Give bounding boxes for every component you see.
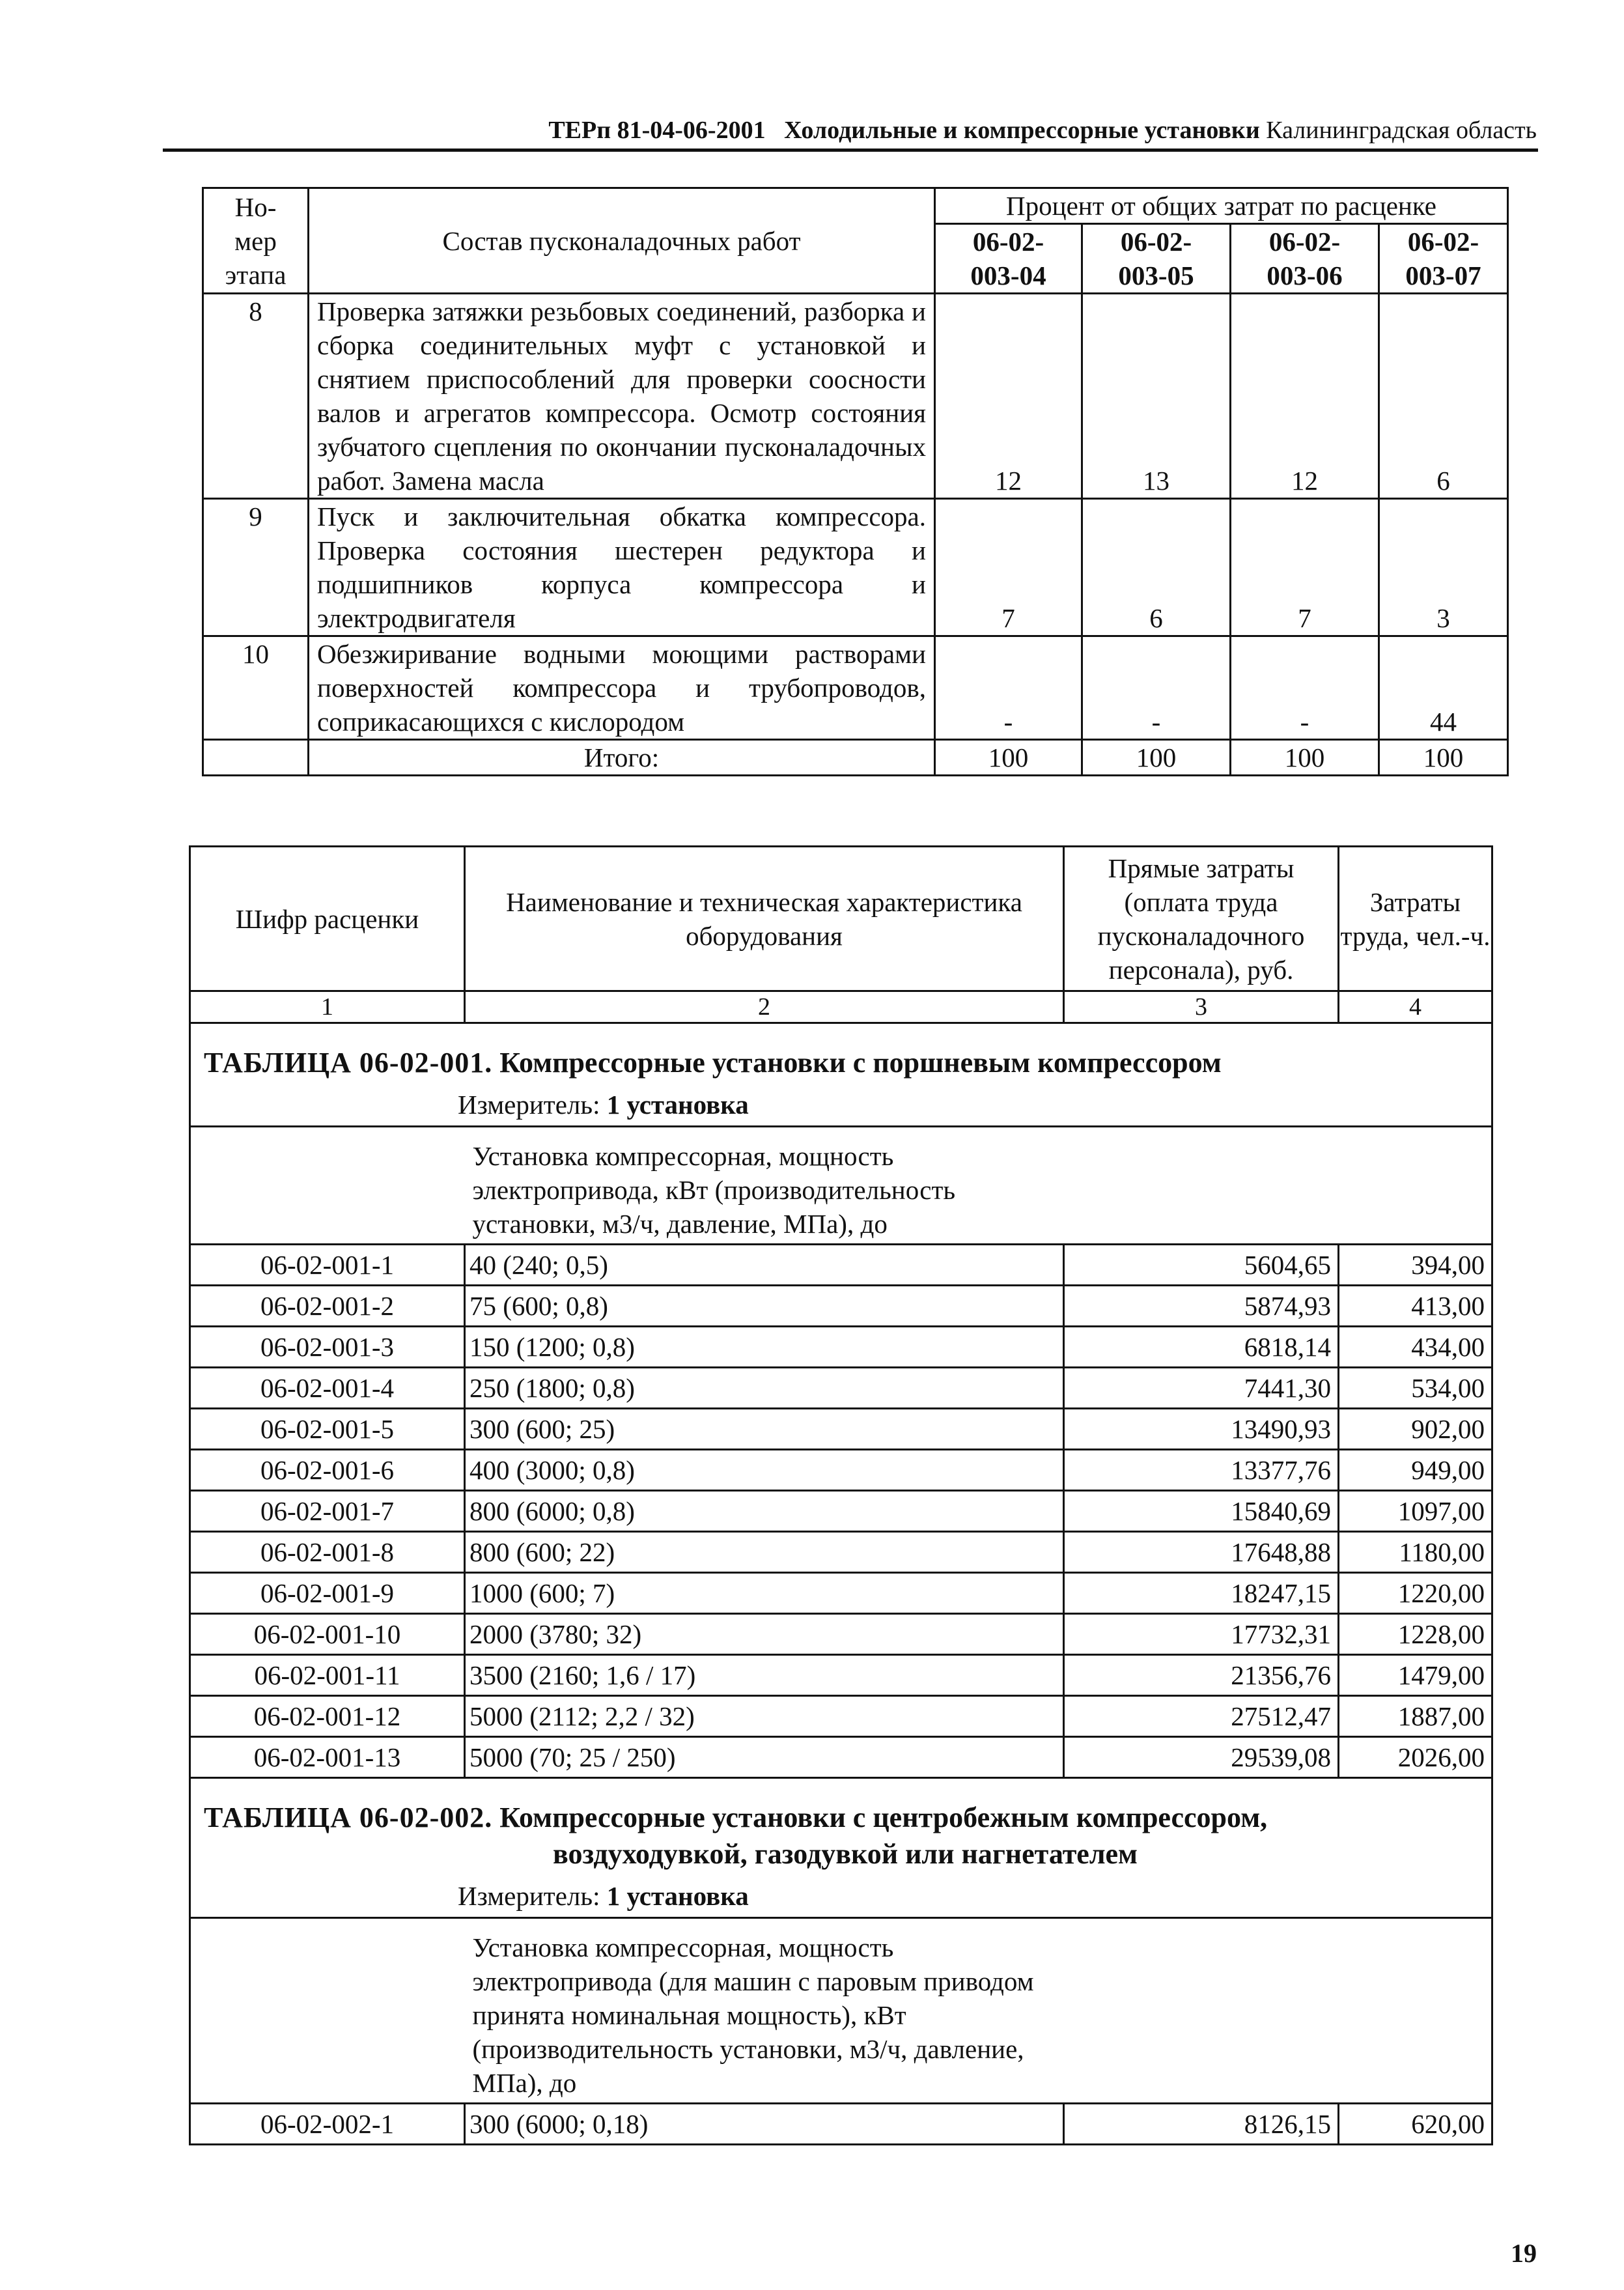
- rate-row: [190, 1245, 1492, 1286]
- running-header: [163, 114, 1537, 147]
- direct-costs-value: 5874,93: [1064, 1286, 1339, 1327]
- total-empty-cell: [203, 740, 309, 776]
- description-code-cell: [190, 1127, 465, 1245]
- meter-label: Измеритель:: [458, 1090, 600, 1120]
- section-description-row: [190, 1918, 1492, 2104]
- rate-row: [190, 1327, 1492, 1368]
- rate-row: [190, 1368, 1492, 1409]
- direct-costs-value: 17732,31: [1064, 1614, 1339, 1655]
- stage-row: [203, 294, 1508, 499]
- rate-code: 06-02-001-3: [190, 1327, 465, 1368]
- stage-description: Обезжиривание водными моющими растворами поверхностей компрессора и трубопроводов, соприкасающихся с кислородом: [309, 636, 935, 740]
- rate-code: 06-02-001-11: [190, 1655, 465, 1696]
- header-direct-costs: Прямые затраты (оплата труда пусконаладочного персонала), руб.: [1064, 847, 1339, 991]
- rate-row: [190, 1573, 1492, 1614]
- page-number: 19: [1511, 2239, 1537, 2268]
- rate-code-header: 06-02- 003-06: [1231, 224, 1379, 294]
- document-subject: Холодильные и компрессорные установки: [784, 117, 1260, 144]
- total-row: [203, 740, 1508, 776]
- rate-row: [190, 1696, 1492, 1737]
- labor-costs-value: 534,00: [1339, 1368, 1492, 1409]
- stage-number: 10: [203, 636, 309, 740]
- equipment-spec: 1000 (600; 7): [465, 1573, 1064, 1614]
- rate-code: 06-02-001-10: [190, 1614, 465, 1655]
- header-percent-group: Процент от общих затрат по расценке: [935, 188, 1508, 224]
- rate-row: [190, 1409, 1492, 1450]
- section-title-row: [190, 1023, 1492, 1082]
- rate-code: 06-02-001-1: [190, 1245, 465, 1286]
- stage-percent: 12: [935, 294, 1082, 499]
- header-labor-costs: Затраты труда, чел.-ч.: [1339, 847, 1492, 991]
- labor-costs-value: 1479,00: [1339, 1655, 1492, 1696]
- description-cell: [465, 1127, 1492, 1245]
- rate-code: 06-02-001-6: [190, 1450, 465, 1491]
- stage-description: Проверка затяжки резьбовых соединений, разборка и сборка соединительных муфт с установкой и снятием приспособлений для проверки соосности валов и агрегатов компрессора. Осмотр состояния зубчатого сцепления по окончании пусконаладочных работ. Замена масла: [309, 294, 935, 499]
- section-title-row: [190, 1778, 1492, 1873]
- rate-row: [190, 1655, 1492, 1696]
- section-description-row: [190, 1127, 1492, 1245]
- stage-number: 9: [203, 499, 309, 636]
- section-table-label: ТАБЛИЦА 06-02-001.: [204, 1047, 493, 1079]
- section-meter-row: [190, 1873, 1492, 1918]
- stage-number: 8: [203, 294, 309, 499]
- rates-table: [189, 845, 1493, 2145]
- stage-percent: 13: [1082, 294, 1231, 499]
- rate-row: [190, 1286, 1492, 1327]
- document-region: Калининградская область: [1266, 117, 1537, 144]
- stage-percent: 6: [1082, 499, 1231, 636]
- labor-costs-value: 620,00: [1339, 2104, 1492, 2145]
- rate-row: [190, 1491, 1492, 1532]
- stage-row: [203, 499, 1508, 636]
- section-meter: [190, 1873, 1492, 1918]
- direct-costs-value: 27512,47: [1064, 1696, 1339, 1737]
- section-meter-row: [190, 1081, 1492, 1127]
- labor-costs-value: 1228,00: [1339, 1614, 1492, 1655]
- section-rows: [190, 1245, 1492, 1778]
- total-percent: 100: [1082, 740, 1231, 776]
- total-percent: 100: [1231, 740, 1379, 776]
- equipment-spec: 300 (6000; 0,18): [465, 2104, 1064, 2145]
- rate-code-header: 06-02- 003-04: [935, 224, 1082, 294]
- column-number: 1: [190, 991, 465, 1023]
- direct-costs-value: 7441,30: [1064, 1368, 1339, 1409]
- rate-code: 06-02-002-1: [190, 2104, 465, 2145]
- rate-code: 06-02-001-5: [190, 1409, 465, 1450]
- labor-costs-value: 434,00: [1339, 1327, 1492, 1368]
- column-number: 2: [465, 991, 1064, 1023]
- stage-percent: 12: [1231, 294, 1379, 499]
- direct-costs-value: 29539,08: [1064, 1737, 1339, 1778]
- column-number: 3: [1064, 991, 1339, 1023]
- meter-value: 1 установка: [606, 1090, 749, 1120]
- stage-percent: 7: [935, 499, 1082, 636]
- labor-costs-value: 394,00: [1339, 1245, 1492, 1286]
- equipment-spec: 400 (3000; 0,8): [465, 1450, 1064, 1491]
- stages-table: [202, 187, 1509, 776]
- header-stage-number: Но- мер этапа: [203, 188, 309, 294]
- section-description: Установка компрессорная, мощность электропривода, кВт (производительность установки, м3/ч, давление, МПа), до: [472, 1141, 956, 1239]
- section-title: [190, 1023, 1492, 1082]
- equipment-spec: 300 (600; 25): [465, 1409, 1064, 1450]
- labor-costs-value: 413,00: [1339, 1286, 1492, 1327]
- stage-percent: 44: [1379, 636, 1508, 740]
- section-title: [190, 1778, 1492, 1873]
- direct-costs-value: 21356,76: [1064, 1655, 1339, 1696]
- stage-row: [203, 636, 1508, 740]
- rate-code: 06-02-001-4: [190, 1368, 465, 1409]
- rate-row: [190, 1614, 1492, 1655]
- equipment-spec: 5000 (2112; 2,2 / 32): [465, 1696, 1064, 1737]
- column-number-row: [190, 991, 1492, 1023]
- direct-costs-value: 13490,93: [1064, 1409, 1339, 1450]
- description-code-cell: [190, 1918, 465, 2104]
- direct-costs-value: 18247,15: [1064, 1573, 1339, 1614]
- header-rule: [163, 148, 1538, 152]
- direct-costs-value: 17648,88: [1064, 1532, 1339, 1573]
- stage-percent: -: [1231, 636, 1379, 740]
- equipment-spec: 40 (240; 0,5): [465, 1245, 1064, 1286]
- direct-costs-value: 6818,14: [1064, 1327, 1339, 1368]
- equipment-spec: 2000 (3780; 32): [465, 1614, 1064, 1655]
- direct-costs-value: 5604,65: [1064, 1245, 1339, 1286]
- labor-costs-value: 1097,00: [1339, 1491, 1492, 1532]
- rate-code: 06-02-001-9: [190, 1573, 465, 1614]
- total-label: Итого:: [309, 740, 935, 776]
- labor-costs-value: 1180,00: [1339, 1532, 1492, 1573]
- equipment-spec: 150 (1200; 0,8): [465, 1327, 1064, 1368]
- rate-row: [190, 1532, 1492, 1573]
- rate-code: 06-02-001-7: [190, 1491, 465, 1532]
- direct-costs-value: 15840,69: [1064, 1491, 1339, 1532]
- stage-percent: 3: [1379, 499, 1508, 636]
- equipment-spec: 800 (6000; 0,8): [465, 1491, 1064, 1532]
- labor-costs-value: 949,00: [1339, 1450, 1492, 1491]
- total-percent: 100: [1379, 740, 1508, 776]
- section-title-text: Компрессорные установки с поршневым компрессором: [499, 1047, 1222, 1079]
- meter-label: Измеритель:: [458, 1881, 600, 1911]
- rate-code-header: 06-02- 003-07: [1379, 224, 1508, 294]
- labor-costs-value: 1887,00: [1339, 1696, 1492, 1737]
- equipment-spec: 250 (1800; 0,8): [465, 1368, 1064, 1409]
- stage-percent: 7: [1231, 499, 1379, 636]
- equipment-spec: 3500 (2160; 1,6 / 17): [465, 1655, 1064, 1696]
- total-percent: 100: [935, 740, 1082, 776]
- section-table-label: ТАБЛИЦА 06-02-002.: [204, 1802, 493, 1833]
- stage-percent: 6: [1379, 294, 1508, 499]
- section-title-text: Компрессорные установки с центробежным компрессором,: [499, 1802, 1268, 1833]
- rate-code: 06-02-001-2: [190, 1286, 465, 1327]
- header-equipment-name: Наименование и техническая характеристика оборудования: [465, 847, 1064, 991]
- rate-code-header: 06-02- 003-05: [1082, 224, 1231, 294]
- rate-code: 06-02-001-8: [190, 1532, 465, 1573]
- rate-row: [190, 1737, 1492, 1778]
- header-rate-code: Шифр расценки: [190, 847, 465, 991]
- document-code: ТЕРп 81-04-06-2001: [548, 117, 766, 144]
- column-number: 4: [1339, 991, 1492, 1023]
- header-work-composition: Состав пусконаладочных работ: [309, 188, 935, 294]
- direct-costs-value: 8126,15: [1064, 2104, 1339, 2145]
- rate-row: [190, 2104, 1492, 2145]
- rate-row: [190, 1450, 1492, 1491]
- labor-costs-value: 1220,00: [1339, 1573, 1492, 1614]
- section-meter: [190, 1081, 1492, 1127]
- labor-costs-value: 2026,00: [1339, 1737, 1492, 1778]
- equipment-spec: 5000 (70; 25 / 250): [465, 1737, 1064, 1778]
- stage-percent: -: [935, 636, 1082, 740]
- meter-value: 1 установка: [606, 1881, 749, 1911]
- description-cell: [465, 1918, 1492, 2104]
- equipment-spec: 800 (600; 22): [465, 1532, 1064, 1573]
- section-title-text-line2: воздуходувкой, газодувкой или нагнетателем: [553, 1838, 1138, 1870]
- stage-percent: -: [1082, 636, 1231, 740]
- rate-code: 06-02-001-13: [190, 1737, 465, 1778]
- equipment-spec: 75 (600; 0,8): [465, 1286, 1064, 1327]
- section-description: Установка компрессорная, мощность электропривода (для машин с паровым приводом принята номинальная мощность), кВт (производительность установки, м3/ч, давление, МПа), до: [472, 1932, 1034, 2098]
- direct-costs-value: 13377,76: [1064, 1450, 1339, 1491]
- section-rows: [190, 2104, 1492, 2145]
- labor-costs-value: 902,00: [1339, 1409, 1492, 1450]
- stage-description: Пуск и заключительная обкатка компрессора. Проверка состояния шестерен редуктора и подшипников корпуса компрессора и электродвигателя: [309, 499, 935, 636]
- rate-code: 06-02-001-12: [190, 1696, 465, 1737]
